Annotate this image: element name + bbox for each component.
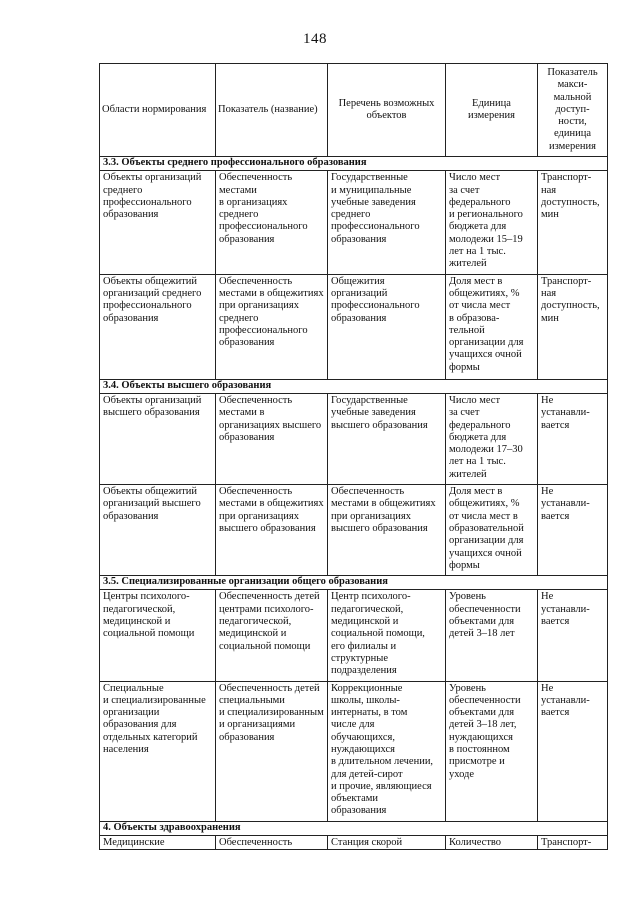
table-cell: Число мест за счет федерального и регионального бюджета для молодежи 15–19 лет на 1 тыс. жителей xyxy=(446,171,538,274)
section-row xyxy=(100,576,608,590)
table-cell: Объекты общежитий организаций высшего образования xyxy=(100,485,216,576)
table-cell: Транспорт- ная доступность, мин xyxy=(538,274,608,379)
section-title: 3.5. Специализированные организации общего образования xyxy=(100,576,608,590)
table-cell: Транспорт- xyxy=(538,836,608,850)
table-cell: Не устанавли- вается xyxy=(538,681,608,821)
table-row xyxy=(100,681,608,821)
table-cell: Не устанавли- вается xyxy=(538,485,608,576)
table-cell: Объекты общежитий организаций среднего профессионального образования xyxy=(100,274,216,379)
table-cell: Транспорт- ная доступность, мин xyxy=(538,171,608,274)
table-cell: Не устанавли- вается xyxy=(538,590,608,681)
table-cell: Медицинские xyxy=(100,836,216,850)
table-cell: Уровень обеспеченности объектами для детей 3–18 лет xyxy=(446,590,538,681)
table-cell: Обеспеченность местами в организациях высшего образования xyxy=(216,393,328,484)
table-row xyxy=(100,836,608,850)
table-cell: Количество xyxy=(446,836,538,850)
table-cell: Центры психолого- педагогической, медицинской и социальной помощи xyxy=(100,590,216,681)
section-row xyxy=(100,821,608,835)
table-cell: Число мест за счет федерального бюджета для молодежи 17–30 лет на 1 тыс. жителей xyxy=(446,393,538,484)
section-row xyxy=(100,157,608,171)
section-title: 4. Объекты здравоохранения xyxy=(100,821,608,835)
table-cell: Обеспеченность детей центрами психолого- педагогической, медицинской и социальной помощи xyxy=(216,590,328,681)
table-cell: Обеспеченность местами в общежитиях при организациях высшего образования xyxy=(216,485,328,576)
table-cell: Уровень обеспеченности объектами для детей 3–18 лет, нуждающихся в постоянном присмотре и уходе xyxy=(446,681,538,821)
table-cell: Центр психолого- педагогической, медицинской и социальной помощи, его филиалы и структурные подразделения xyxy=(328,590,446,681)
table-cell: Доля мест в общежитиях, % от числа мест в образовательной организации для учащихся очной формы xyxy=(446,485,538,576)
header-cell-unit: Единица измерения xyxy=(446,64,538,157)
header-cell-objects: Перечень возможных объектов xyxy=(328,64,446,157)
table-row xyxy=(100,393,608,484)
table-cell: Коррекционные школы, школы- интернаты, в том числе для обучающихся, нуждающихся в длительном лечении, для детей-сирот и прочие, являющиеся объектами образования xyxy=(328,681,446,821)
table-cell: Объекты организаций среднего профессионального образования xyxy=(100,171,216,274)
header-cell-accessibility: Показатель макси- мальной доступ- ности, единица измерения xyxy=(538,64,608,157)
table-cell: Обеспеченность детей специальными и специализированным и организациями образования xyxy=(216,681,328,821)
table-cell: Государственные и муниципальные учебные заведения среднего профессионального образования xyxy=(328,171,446,274)
table-cell: Объекты организаций высшего образования xyxy=(100,393,216,484)
header-cell-area: Области нормирования xyxy=(100,64,216,157)
section-title: 3.4. Объекты высшего образования xyxy=(100,379,608,393)
table-cell: Обеспеченность местами в организациях среднего профессионального образования xyxy=(216,171,328,274)
table-cell: Не устанавли- вается xyxy=(538,393,608,484)
table-cell: Станция скорой xyxy=(328,836,446,850)
header-cell-indicator: Показатель (название) xyxy=(216,64,328,157)
section-row xyxy=(100,379,608,393)
standards-table xyxy=(99,63,608,850)
table-row xyxy=(100,171,608,274)
page-number: 148 xyxy=(303,31,327,47)
table-header-row xyxy=(100,64,608,157)
table-cell: Специальные и специализированные организации образования для отдельных категорий населения xyxy=(100,681,216,821)
table-cell: Обеспеченность местами в общежитиях при организациях высшего образования xyxy=(328,485,446,576)
table-row xyxy=(100,274,608,379)
table-cell: Общежития организаций профессионального образования xyxy=(328,274,446,379)
table-cell: Государственные учебные заведения высшего образования xyxy=(328,393,446,484)
section-title: 3.3. Объекты среднего профессионального образования xyxy=(100,157,608,171)
table-row xyxy=(100,590,608,681)
table-cell: Доля мест в общежитиях, % от числа мест в образова- тельной организации для учащихся очной формы xyxy=(446,274,538,379)
table-cell: Обеспеченность xyxy=(216,836,328,850)
table-cell: Обеспеченность местами в общежитиях при организациях среднего профессионального образования xyxy=(216,274,328,379)
table-row xyxy=(100,485,608,576)
